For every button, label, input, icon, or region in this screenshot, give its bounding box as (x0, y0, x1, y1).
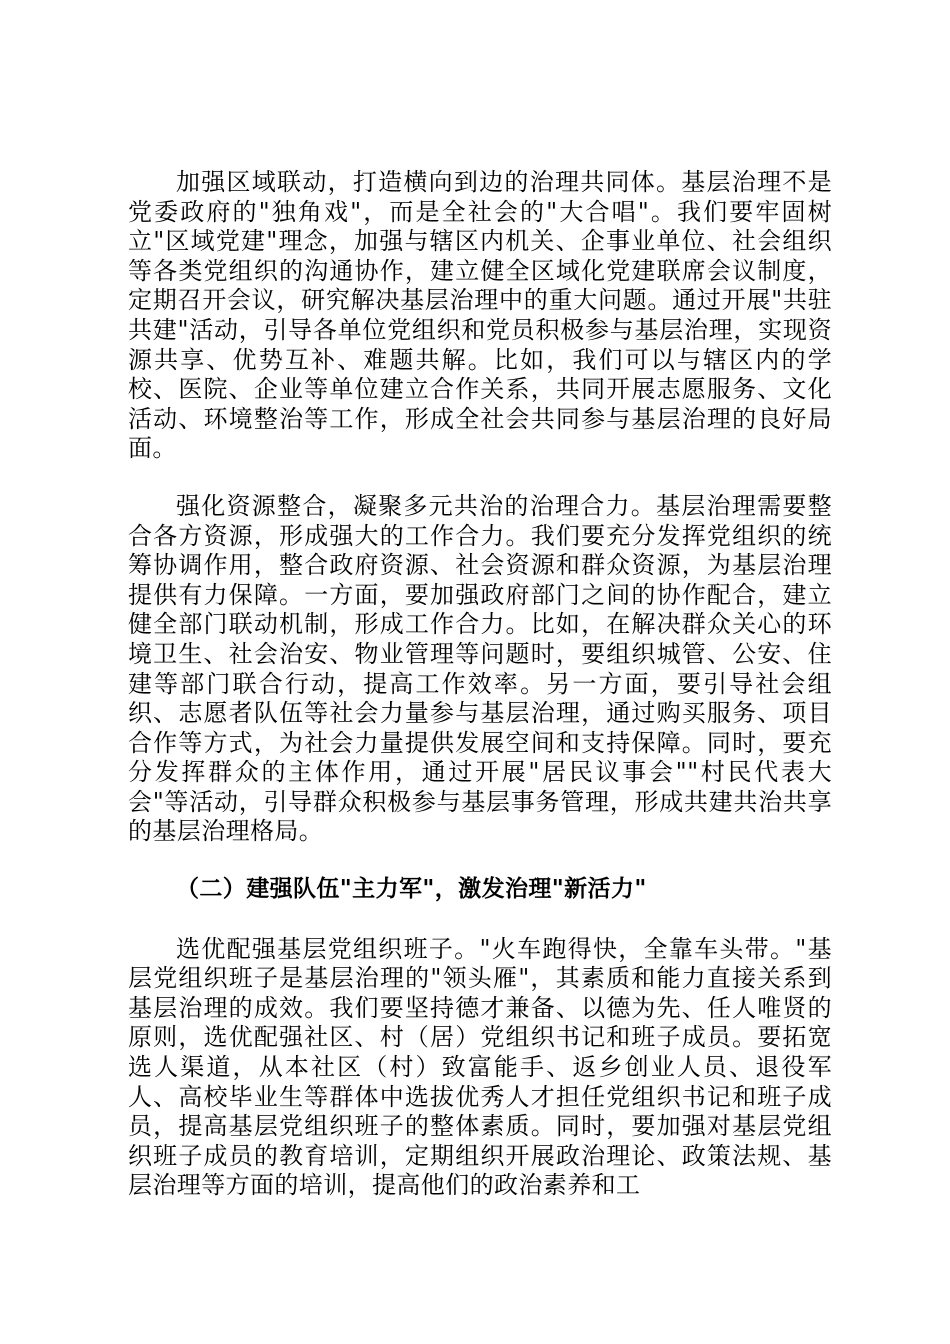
paragraph-regional-linkage: 加强区域联动，打造横向到边的治理共同体。基层治理不是党委政府的"独角戏"，而是全社会的"大合唱"。我们要牢固树立"区域党建"理念，加强与辖区内机关、企事业单位、社会组织等各类党组织的沟通协作，建立健全区域化党建联席会议制度，定期召开会议，研究解决基层治理中的重大问题。通过开展"共驻共建"活动，引导各单位党组织和党员积极参与基层治理，实现资源共享、优势互补、难题共解。比如，我们可以与辖区内的学校、医院、企业等单位建立合作关系，共同开展志愿服务、文化活动、环境整治等工作，形成全社会共同参与基层治理的良好局面。 (128, 168, 832, 463)
section-heading: （二）建强队伍"主力军"，激发治理"新活力" (176, 876, 647, 903)
paragraph-resource-integration: 强化资源整合，凝聚多元共治的治理合力。基层治理需要整合各方资源，形成强大的工作合力。我们要充分发挥党组织的统筹协调作用，整合政府资源、社会资源和群众资源，为基层治理提供有力保障。一方面，要加强政府部门之间的协作配合，建立健全部门联动机制，形成工作合力。比如，在解决群众关心的环境卫生、社会治安、物业管理等问题时，要组织城管、公安、住建等部门联合行动，提高工作效率。另一方面，要引导社会组织、志愿者队伍等社会力量参与基层治理，通过购买服务、项目合作等方式，为社会力量提供发展空间和支持保障。同时，要充分发挥群众的主体作用，通过开展"居民议事会""村民代表大会"等活动，引导群众积极参与基层事务管理，形成共建共治共享的基层治理格局。 (128, 491, 832, 846)
document-body (128, 168, 832, 1201)
paragraph-team-building: 选优配强基层党组织班子。"火车跑得快，全靠车头带。"基层党组织班子是基层治理的"领头雁"，其素质和能力直接关系到基层治理的成效。我们要坚持德才兼备、以德为先、任人唯贤的原则，选优配强社区、村（居）党组织书记和班子成员。要拓宽选人渠道，从本社区（村）致富能手、返乡创业人员、退役军人、高校毕业生等群体中选拔优秀人才担任党组织书记和班子成员，提高基层党组织班子的整体素质。同时，要加强对基层党组织班子成员的教育培训，定期组织开展政治理论、政策法规、基层治理等方面的培训，提高他们的政治素养和工 (128, 934, 832, 1200)
